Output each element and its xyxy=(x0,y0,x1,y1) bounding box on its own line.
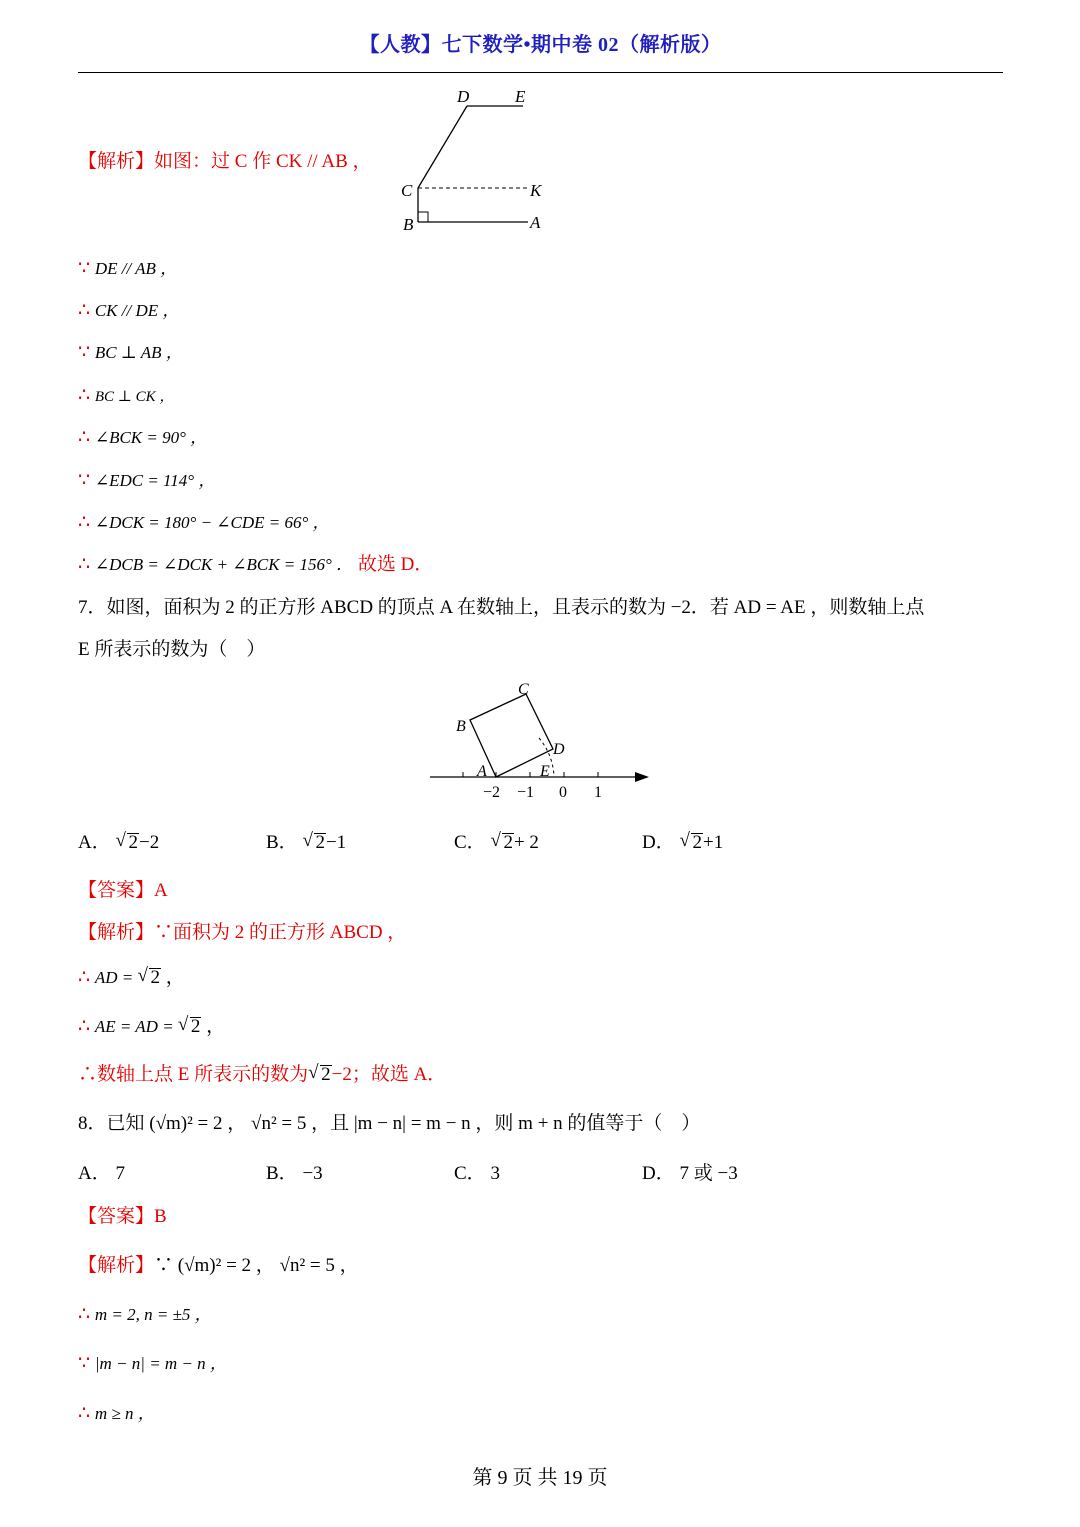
tick-label-m2: −2 xyxy=(483,784,501,801)
step-4: ∴ BC ⊥ CK ， xyxy=(78,385,175,406)
axis-arrow xyxy=(635,772,649,782)
q8-step-1: ∴ m = 2, n = ±5 ， xyxy=(78,1304,212,1325)
q8-analysis: 【解析】∵ (√m)² = 2 ， √n² = 5 ， xyxy=(78,1255,359,1276)
step-3: ∵ BC ⊥ AB ， xyxy=(78,342,183,363)
number-line-figure xyxy=(425,680,655,805)
segment-dc xyxy=(418,106,467,188)
header-rule xyxy=(78,72,1003,73)
q7-stem-line1: 7．如图，面积为 2 的正方形 ABCD 的顶点 A 在数轴上，且表示的数为 −2．若 AD = AE ，则数轴上点 xyxy=(78,597,925,618)
q7-answer: 【答案】A xyxy=(78,880,168,901)
q8-step-2: ∵ |m − n| = m − n ， xyxy=(78,1353,227,1374)
step-5: ∴ ∠BCK = 90° ， xyxy=(78,427,208,448)
q7-options xyxy=(78,831,1003,857)
step-7: ∴ ∠DCK = 180° − ∠CDE = 66° ， xyxy=(78,512,330,533)
solution6-conclusion: 故选 D． xyxy=(357,554,434,575)
q7-conclusion: ∴数轴上点 E 所表示的数为√ 2−2；故选 A． xyxy=(78,1063,446,1087)
q7-stem-line2: E 所表示的数为（ ） xyxy=(78,639,266,660)
step-6: ∵ ∠EDC = 114° ， xyxy=(78,470,216,491)
q8-option-b[interactable]: B． −3 xyxy=(266,1163,323,1184)
solution6-intro xyxy=(78,150,372,174)
q8-option-a[interactable]: A． 7 xyxy=(78,1163,125,1184)
page-number: 第 9 页 共 19 页 xyxy=(472,1467,608,1489)
intro-text: 如图：过 C 作 CK // AB ， xyxy=(154,151,372,172)
label-d: D xyxy=(457,87,470,106)
q7-option-c[interactable]: C． √ 2+ 2 xyxy=(454,831,539,855)
q7-option-d[interactable]: D． √ 2+1 xyxy=(642,831,723,855)
label-a: A xyxy=(530,213,541,232)
tick-label-m1: −1 xyxy=(517,784,535,801)
analysis-label: 【解析】 xyxy=(78,151,155,172)
label-b: B xyxy=(403,215,414,234)
q8-option-d[interactable]: D． 7 或 −3 xyxy=(642,1163,738,1184)
q7-step-2: ∴ AE = AD = √ 2 ， xyxy=(78,1015,225,1039)
label-c: C xyxy=(401,181,413,200)
label-d: D xyxy=(553,741,565,758)
right-angle-mark xyxy=(418,212,428,222)
label-e: E xyxy=(540,763,550,780)
label-a: A xyxy=(477,763,487,780)
step-8: ∴ ∠DCB = ∠DCK + ∠BCK = 156° ． 故选 D． xyxy=(78,554,434,575)
label-k: K xyxy=(530,181,542,200)
q8-stem: 8．已知 (√m)² = 2 ， √n² = 5 ，且 |m − n| = m − n ，则 m + n 的值等于（ ） xyxy=(78,1113,701,1134)
q8-options xyxy=(78,1162,1003,1188)
q7-option-a[interactable]: A． √ 2−2 xyxy=(78,831,159,855)
q8-answer: 【答案】B xyxy=(78,1206,167,1227)
document-header: 【人教】七下数学•期中卷 02（解析版） xyxy=(359,34,722,56)
tick-label-1: 1 xyxy=(594,784,602,801)
parallel-lines-figure xyxy=(395,84,555,236)
q7-step-1: ∴ AD = √ 2 ， xyxy=(78,966,185,990)
q8-step-3: ∴ m ≥ n ， xyxy=(78,1403,155,1424)
step-1: ∵ DE // AB ， xyxy=(78,258,178,279)
label-c: C xyxy=(518,681,529,698)
q7-analysis: 【解析】∵面积为 2 的正方形 ABCD ， xyxy=(78,922,407,943)
tick-label-0: 0 xyxy=(559,784,567,801)
label-b: B xyxy=(456,718,466,735)
q7-option-b[interactable]: B． √ 2−1 xyxy=(266,831,346,855)
q8-option-c[interactable]: C． 3 xyxy=(454,1163,500,1184)
step-2: ∴ CK // DE ， xyxy=(78,300,180,321)
label-e: E xyxy=(515,87,526,106)
